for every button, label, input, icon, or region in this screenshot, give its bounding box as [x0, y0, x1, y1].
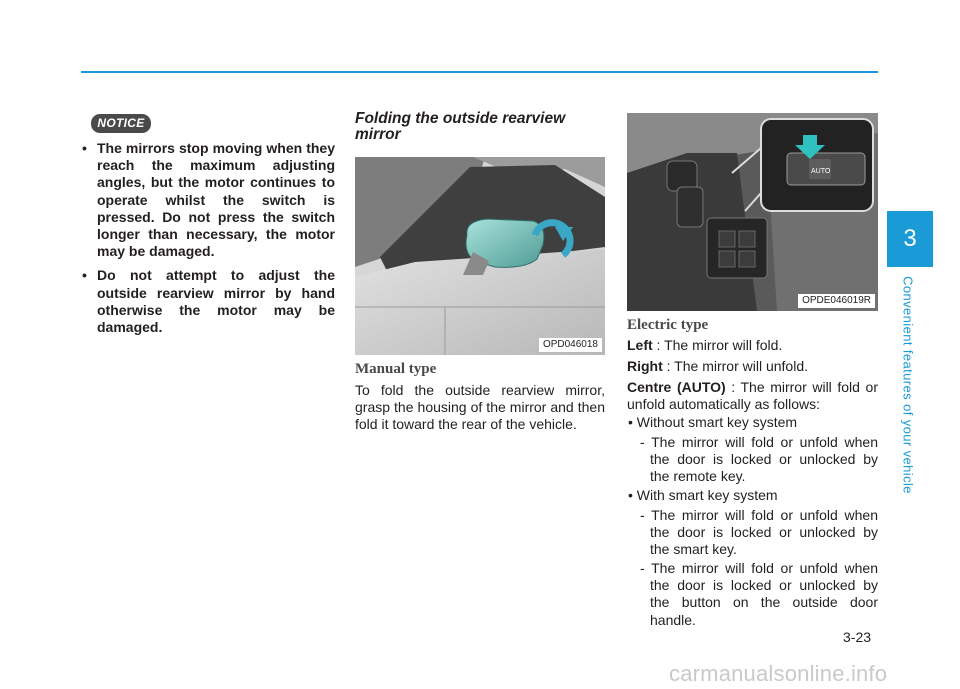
chapter-title: [893, 272, 923, 497]
manual-mirror-illustration: [355, 157, 605, 355]
watermark: carmanualsonline.info: [669, 661, 888, 686]
manual-type-heading: Manual type: [355, 361, 437, 377]
page-number: 3-23: [843, 629, 872, 645]
auto-label: AUTO: [811, 168, 831, 175]
right-line: [627, 358, 878, 375]
right-label: Right: [627, 358, 663, 374]
centre-line: [627, 379, 878, 413]
centre-label: Centre (AUTO): [627, 379, 726, 395]
notice-list: [80, 140, 335, 343]
notice-item: • Do not attempt to adjust the outside rearview mirror by hand otherwise the motor may be damaged.: [80, 267, 335, 336]
bullet-without-smart-key: • Without smart key system: [628, 414, 798, 430]
figure-caption: OPDE046019R: [798, 294, 875, 308]
electric-type-heading: Electric type: [627, 317, 709, 333]
left-line: [627, 337, 878, 354]
notice-item: • The mirrors stop moving when they reach the maximum adjusting angles, but the motor continues to operate whilst the switch is pressed. Do not press the switch longer than necessary, the motor may be damaged.: [80, 140, 335, 260]
chapter-tab: [887, 211, 933, 267]
chapter-title-text: Convenient features of your vehicle: [900, 275, 916, 494]
dash-remote-key: - The mirror will fold or unfold when the door is locked or unlocked by the remote key.: [640, 434, 878, 485]
chapter-number: 3: [903, 225, 917, 252]
top-rule: [81, 71, 878, 73]
left-text: : The mirror will fold.: [652, 337, 783, 353]
dash-door-button: - The mirror will fold or unfold when the door is locked or unlocked by the button on the outside door handle.: [640, 560, 878, 628]
electric-switch-figure: [627, 113, 878, 311]
dash-smart-key: - The mirror will fold or unfold when the door is locked or unlocked by the smart key.: [640, 507, 878, 558]
door-switch-illustration: [627, 113, 878, 311]
manual-type-text: To fold the outside rearview mirror, grasp the housing of the mirror and then fold it toward the rear of the vehicle.: [355, 382, 605, 433]
section-heading: Folding the outside rearview mirror: [355, 110, 566, 143]
centre-text: : The mirror will fold or unfold automatically as follows:: [627, 379, 878, 413]
bullet-with-smart-key: • With smart key system: [628, 487, 778, 503]
right-text: : The mirror will unfold.: [662, 358, 808, 374]
left-label: Left: [627, 337, 653, 353]
manual-mirror-figure: [355, 157, 605, 355]
notice-badge: NOTICE: [91, 114, 151, 133]
figure-caption: OPD046018: [539, 338, 602, 352]
